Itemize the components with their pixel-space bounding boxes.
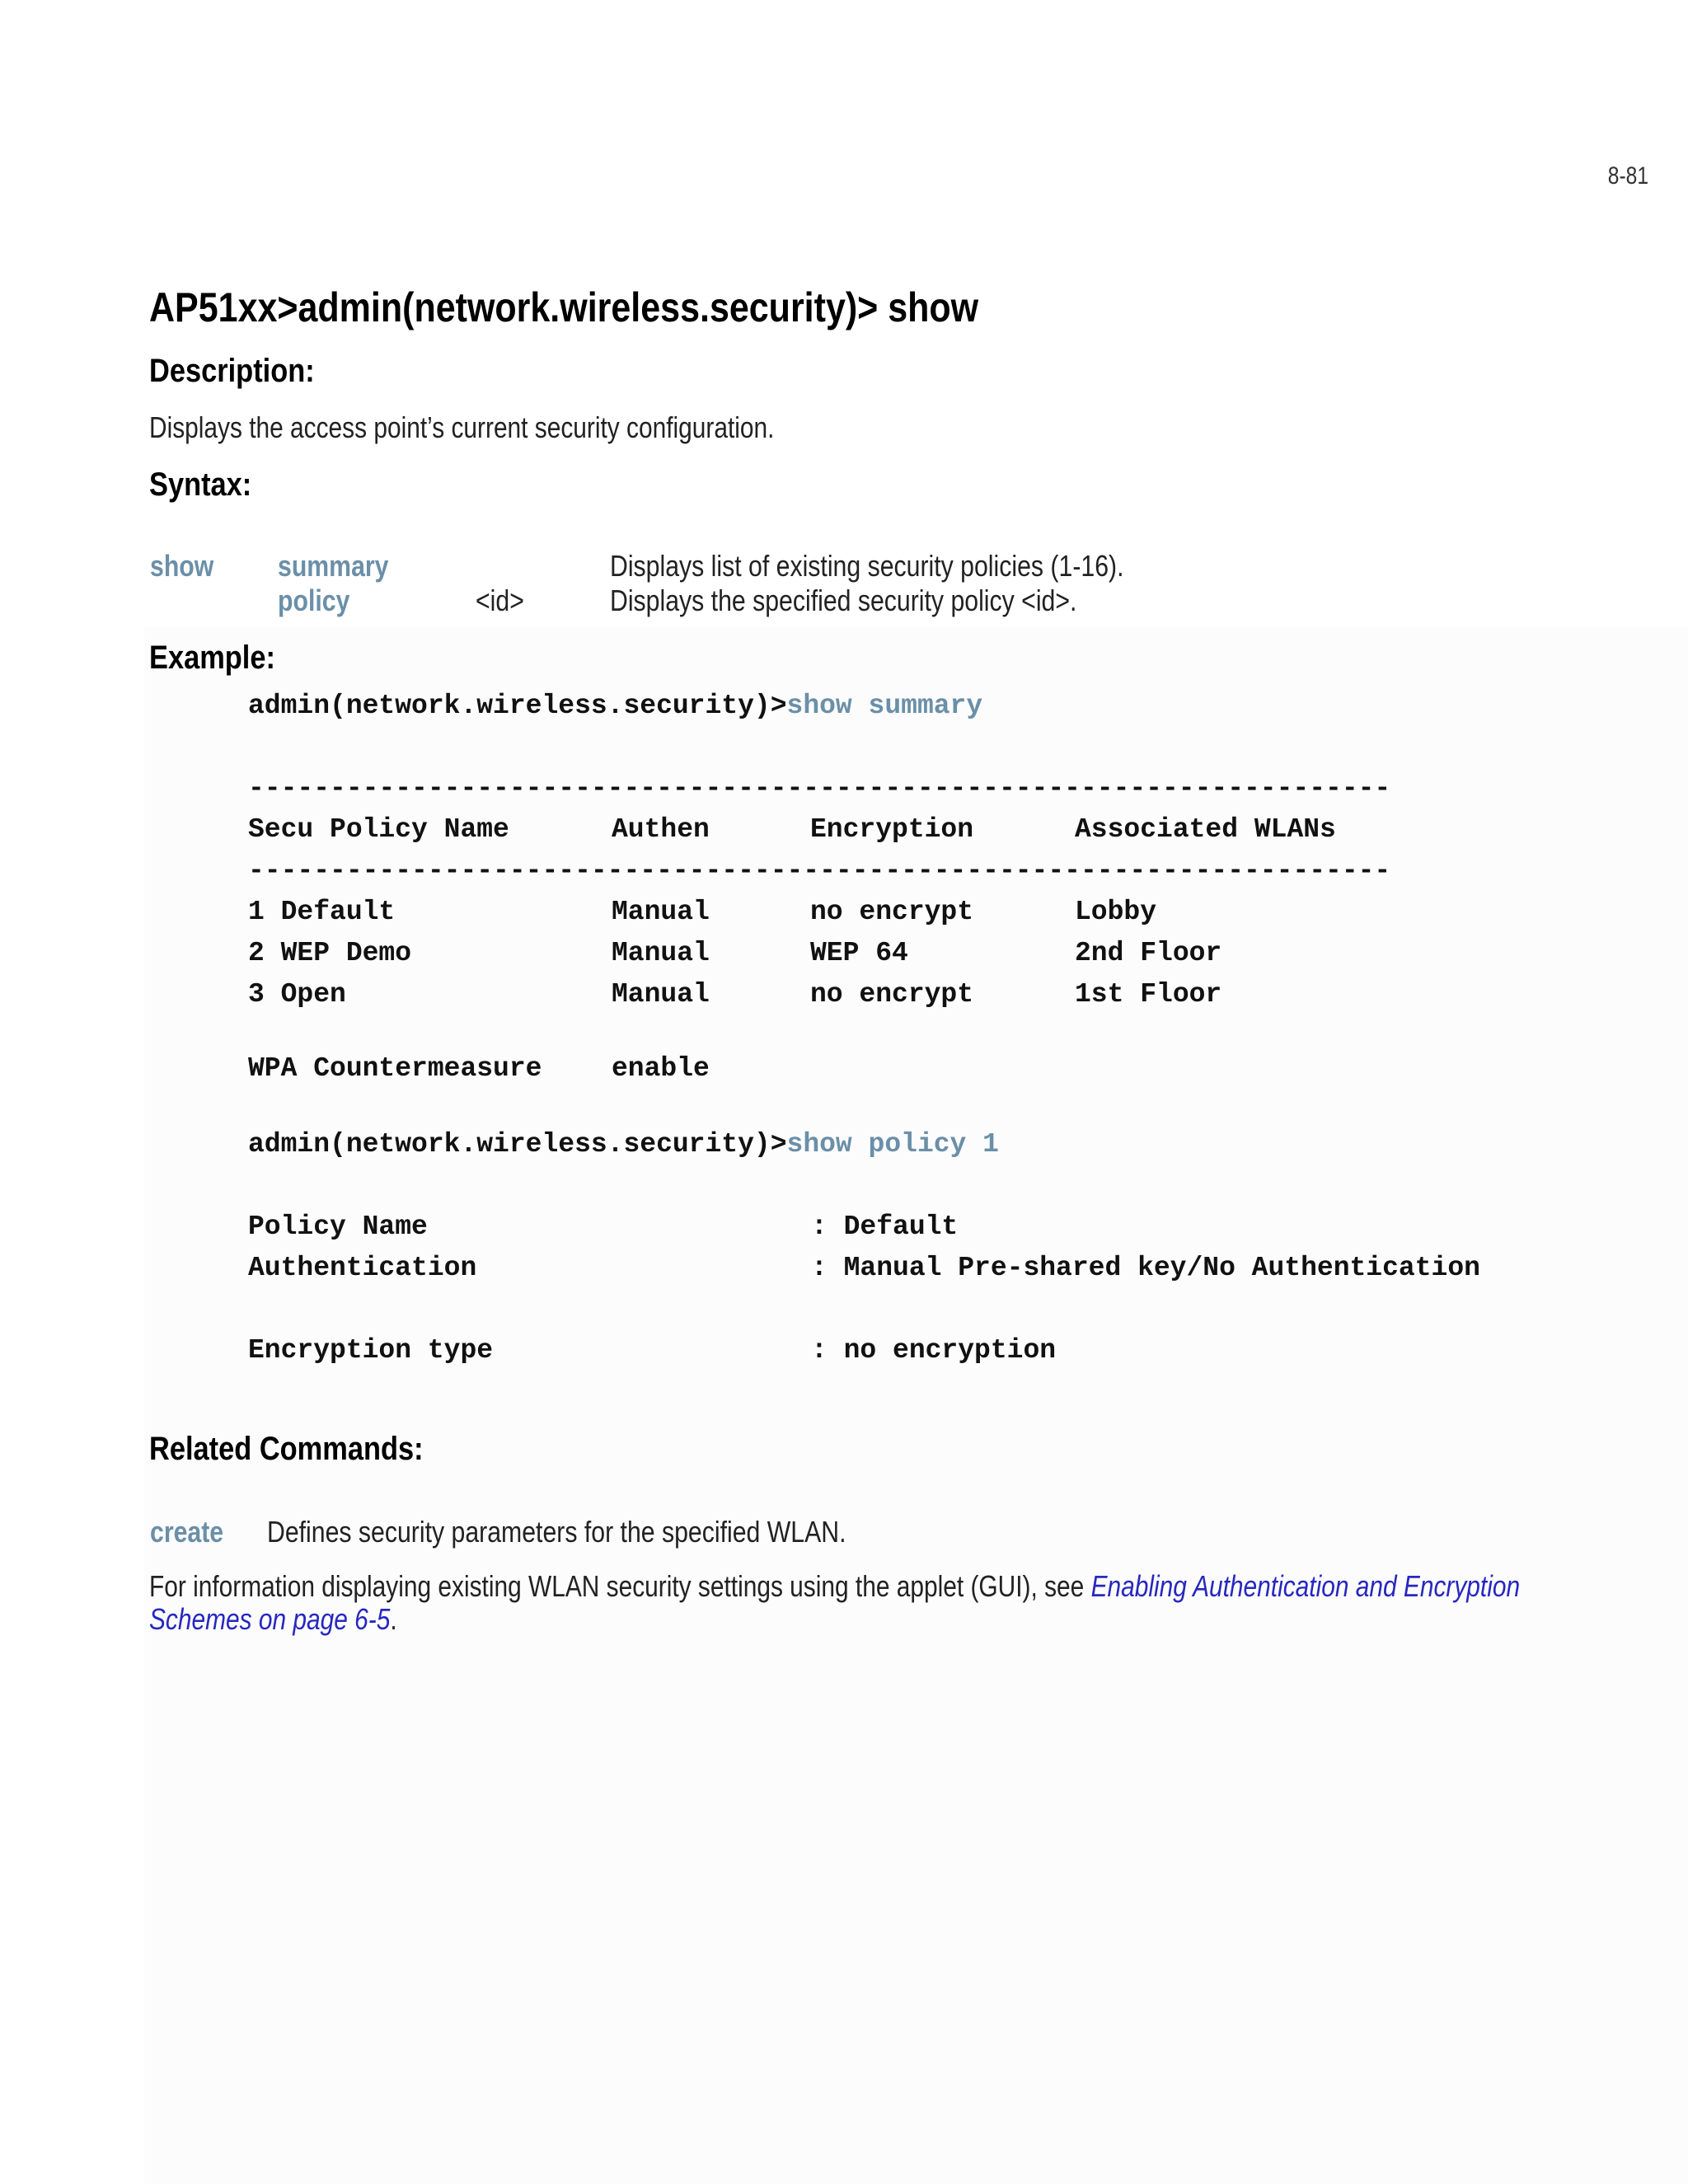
policy-label: Authentication bbox=[248, 1253, 477, 1283]
example-prompt-1: admin(network.wireless.security)> bbox=[248, 691, 787, 721]
cell-encryption: WEP 64 bbox=[810, 938, 908, 968]
syntax-heading: Syntax: bbox=[149, 466, 252, 503]
header-encryption: Encryption bbox=[810, 814, 974, 845]
cell-encryption: no encrypt bbox=[810, 897, 974, 927]
example-cmd-2: show policy 1 bbox=[786, 1129, 999, 1160]
example-command-line-1 bbox=[248, 691, 982, 721]
policy-value: : Manual Pre-shared key/No Authentication bbox=[811, 1253, 1480, 1283]
example-prompt-2: admin(network.wireless.security)> bbox=[248, 1129, 787, 1160]
page-number: 8-81 bbox=[1607, 162, 1648, 190]
related-command-create[interactable]: create bbox=[150, 1515, 224, 1549]
header-authen: Authen bbox=[612, 814, 710, 845]
header-policy-name: Secu Policy Name bbox=[248, 814, 509, 845]
summary-table-header bbox=[248, 814, 1567, 847]
table-row bbox=[248, 938, 1567, 971]
countermeasure-value: enable bbox=[612, 1053, 710, 1084]
policy-label: Policy Name bbox=[248, 1212, 428, 1242]
cell-policy-name: 3 Open bbox=[248, 979, 346, 1010]
related-commands-heading: Related Commands: bbox=[149, 1431, 424, 1467]
policy-detail-row bbox=[248, 1212, 1649, 1244]
cell-authen: Manual bbox=[612, 979, 710, 1010]
related-command-desc: Defines security parameters for the specified WLAN. bbox=[267, 1515, 846, 1549]
header-associated-wlans: Associated WLANs bbox=[1075, 814, 1336, 845]
policy-value: : Default bbox=[811, 1212, 959, 1242]
cell-wlans: Lobby bbox=[1075, 897, 1157, 927]
example-command-line-2 bbox=[248, 1129, 999, 1160]
syntax-row-summary bbox=[0, 549, 1688, 585]
syntax-desc-summary: Displays list of existing security policies (1-16). bbox=[610, 549, 1124, 583]
cell-encryption: no encrypt bbox=[810, 979, 974, 1010]
syntax-option-policy: policy bbox=[278, 583, 350, 617]
policy-detail-row bbox=[248, 1335, 1649, 1368]
cell-wlans: 1st Floor bbox=[1075, 979, 1222, 1010]
countermeasure-line bbox=[248, 1053, 1567, 1086]
syntax-arg-policy: <id> bbox=[476, 583, 524, 617]
related-info-line-2 bbox=[149, 1602, 397, 1637]
cell-wlans: 2nd Floor bbox=[1075, 938, 1222, 968]
example-heading: Example: bbox=[149, 640, 275, 676]
cross-reference-link[interactable]: Enabling Authentication and Encryption bbox=[1090, 1569, 1521, 1603]
cell-policy-name: 1 Default bbox=[248, 897, 396, 927]
related-info-suffix: . bbox=[390, 1602, 397, 1636]
page-title: AP51xx>admin(network.wireless.security)> show bbox=[149, 284, 979, 330]
table-rule-bottom: ---------------------------------------------------------------------- bbox=[248, 855, 1391, 886]
table-row bbox=[248, 979, 1567, 1012]
cell-policy-name: 2 WEP Demo bbox=[248, 938, 412, 968]
cross-reference-link-continued[interactable]: Schemes on page 6-5 bbox=[149, 1602, 391, 1636]
table-rule-top: ---------------------------------------------------------------------- bbox=[248, 773, 1391, 804]
cell-authen: Manual bbox=[612, 938, 710, 968]
table-row bbox=[248, 897, 1567, 930]
policy-value: : no encryption bbox=[811, 1335, 1057, 1366]
syntax-option-summary: summary bbox=[278, 549, 389, 583]
related-info-text: For information displaying existing WLAN security settings using the applet (GUI), see bbox=[149, 1569, 1091, 1603]
description-text: Displays the access point’s current security configuration. bbox=[149, 410, 775, 444]
syntax-desc-policy: Displays the specified security policy <id>. bbox=[610, 583, 1077, 617]
syntax-command: show bbox=[150, 549, 214, 583]
description-heading: Description: bbox=[149, 353, 315, 389]
cell-authen: Manual bbox=[612, 897, 710, 927]
countermeasure-label: WPA Countermeasure bbox=[248, 1053, 542, 1084]
policy-detail-row bbox=[248, 1253, 1649, 1286]
related-command-row bbox=[0, 1515, 1688, 1551]
syntax-row-policy bbox=[0, 583, 1688, 620]
related-info-line-1 bbox=[149, 1569, 1520, 1604]
example-cmd-1: show summary bbox=[786, 691, 983, 721]
policy-label: Encryption type bbox=[248, 1335, 494, 1366]
